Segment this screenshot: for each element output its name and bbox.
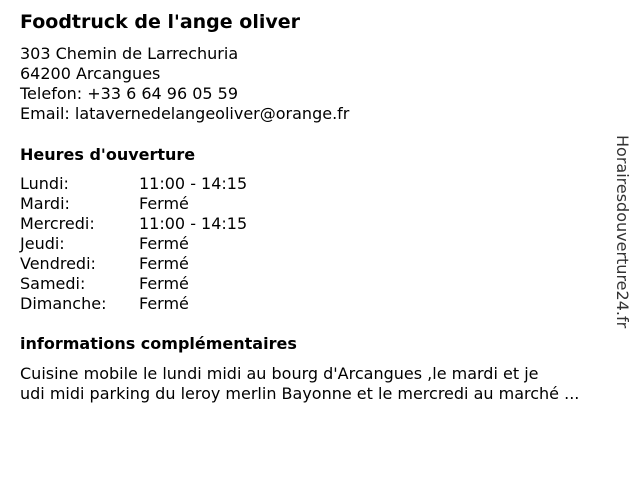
day-label: Dimanche: bbox=[20, 294, 107, 313]
hours-heading: Heures d'ouverture bbox=[20, 145, 196, 164]
day-label: Jeudi: bbox=[20, 234, 65, 253]
address-city: 64200 Arcangues bbox=[20, 64, 161, 83]
day-hours: 11:00 - 14:15 bbox=[139, 214, 248, 233]
email-address: Email: latavernedelangeoliver@orange.fr bbox=[20, 104, 350, 123]
day-label: Mercredi: bbox=[20, 214, 95, 233]
address-street: 303 Chemin de Larrechuria bbox=[20, 44, 239, 63]
phone-number: Telefon: +33 6 64 96 05 59 bbox=[20, 84, 239, 103]
info-line-1: Cuisine mobile le lundi midi au bourg d'Arcangues ,le mardi et je bbox=[20, 364, 539, 383]
day-label: Lundi: bbox=[20, 174, 69, 193]
day-hours: Fermé bbox=[139, 274, 189, 293]
day-hours: Fermé bbox=[139, 294, 189, 313]
info-heading: informations complémentaires bbox=[20, 334, 297, 353]
business-name: Foodtruck de l'ange oliver bbox=[20, 11, 301, 33]
day-hours: 11:00 - 14:15 bbox=[139, 174, 248, 193]
day-label: Samedi: bbox=[20, 274, 86, 293]
site-watermark: Horairesdouverture24.fr bbox=[613, 135, 632, 329]
day-label: Mardi: bbox=[20, 194, 70, 213]
contact-block bbox=[20, 44, 349, 124]
day-label: Vendredi: bbox=[20, 254, 96, 273]
info-line-2: udi midi parking du leroy merlin Bayonne et le mercredi au marché ... bbox=[20, 384, 580, 403]
info-description bbox=[20, 364, 632, 404]
day-hours: Fermé bbox=[139, 234, 189, 253]
day-hours: Fermé bbox=[139, 254, 189, 273]
day-hours: Fermé bbox=[139, 194, 189, 213]
